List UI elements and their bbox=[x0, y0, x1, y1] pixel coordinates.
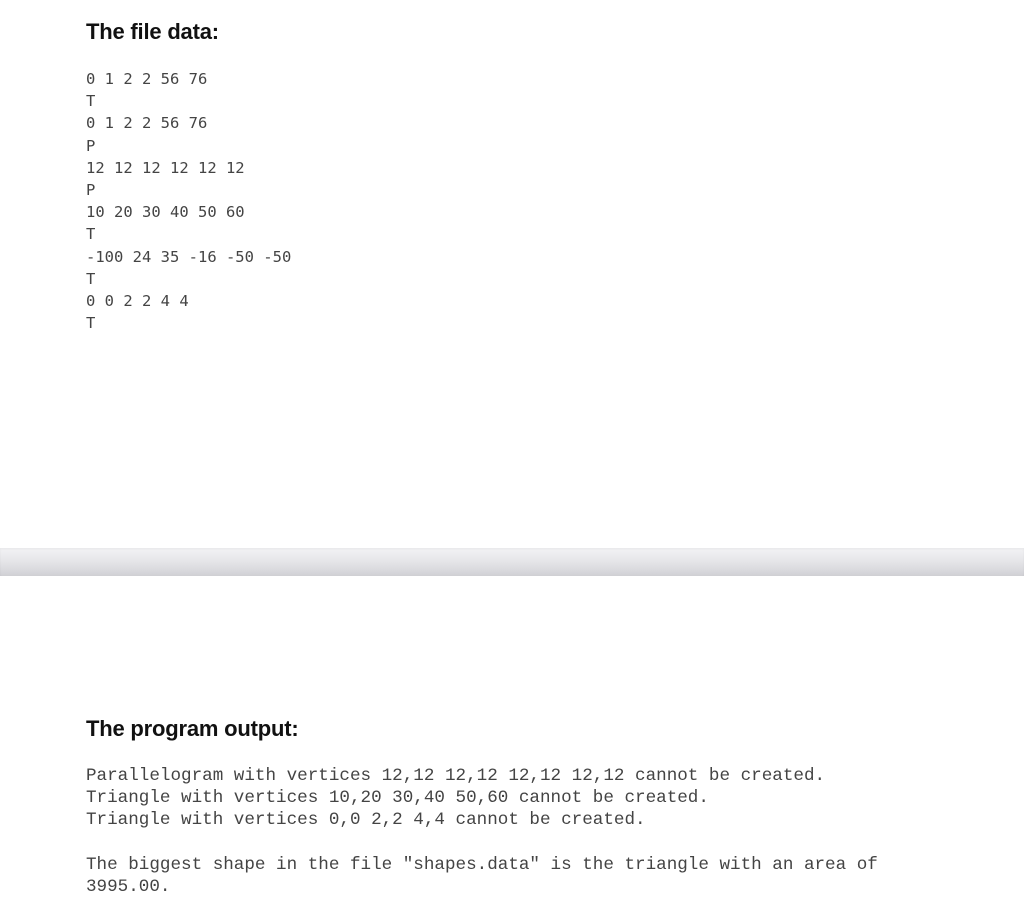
file-line: T bbox=[86, 225, 96, 244]
file-line: 12 12 12 12 12 12 bbox=[86, 158, 245, 177]
file-line: T bbox=[86, 92, 96, 111]
output-line: Triangle with vertices 0,0 2,2 4,4 cannot be created. bbox=[86, 810, 646, 830]
program-output-listing bbox=[86, 765, 825, 831]
file-data-heading: The file data: bbox=[86, 19, 219, 44]
file-line: P bbox=[86, 136, 96, 155]
output-line: Triangle with vertices 10,20 30,40 50,60 cannot be created. bbox=[86, 788, 709, 808]
file-line: T bbox=[86, 314, 96, 333]
file-data-listing bbox=[86, 68, 291, 334]
file-line: T bbox=[86, 269, 96, 288]
file-line: 0 0 2 2 4 4 bbox=[86, 292, 189, 311]
file-line: -100 24 35 -16 -50 -50 bbox=[86, 247, 292, 266]
file-line: P bbox=[86, 181, 96, 200]
program-output-summary: The biggest shape in the file "shapes.data" is the triangle with an area of 3995.00. bbox=[86, 855, 878, 897]
file-line: 0 1 2 2 56 76 bbox=[86, 70, 208, 88]
file-line: 0 1 2 2 56 76 bbox=[86, 114, 208, 133]
file-line: 10 20 30 40 50 60 bbox=[86, 203, 245, 222]
program-output-heading: The program output: bbox=[86, 716, 299, 741]
page-separator bbox=[0, 548, 1024, 576]
output-line: Parallelogram with vertices 12,12 12,12 12,12 12,12 cannot be created. bbox=[86, 766, 826, 786]
